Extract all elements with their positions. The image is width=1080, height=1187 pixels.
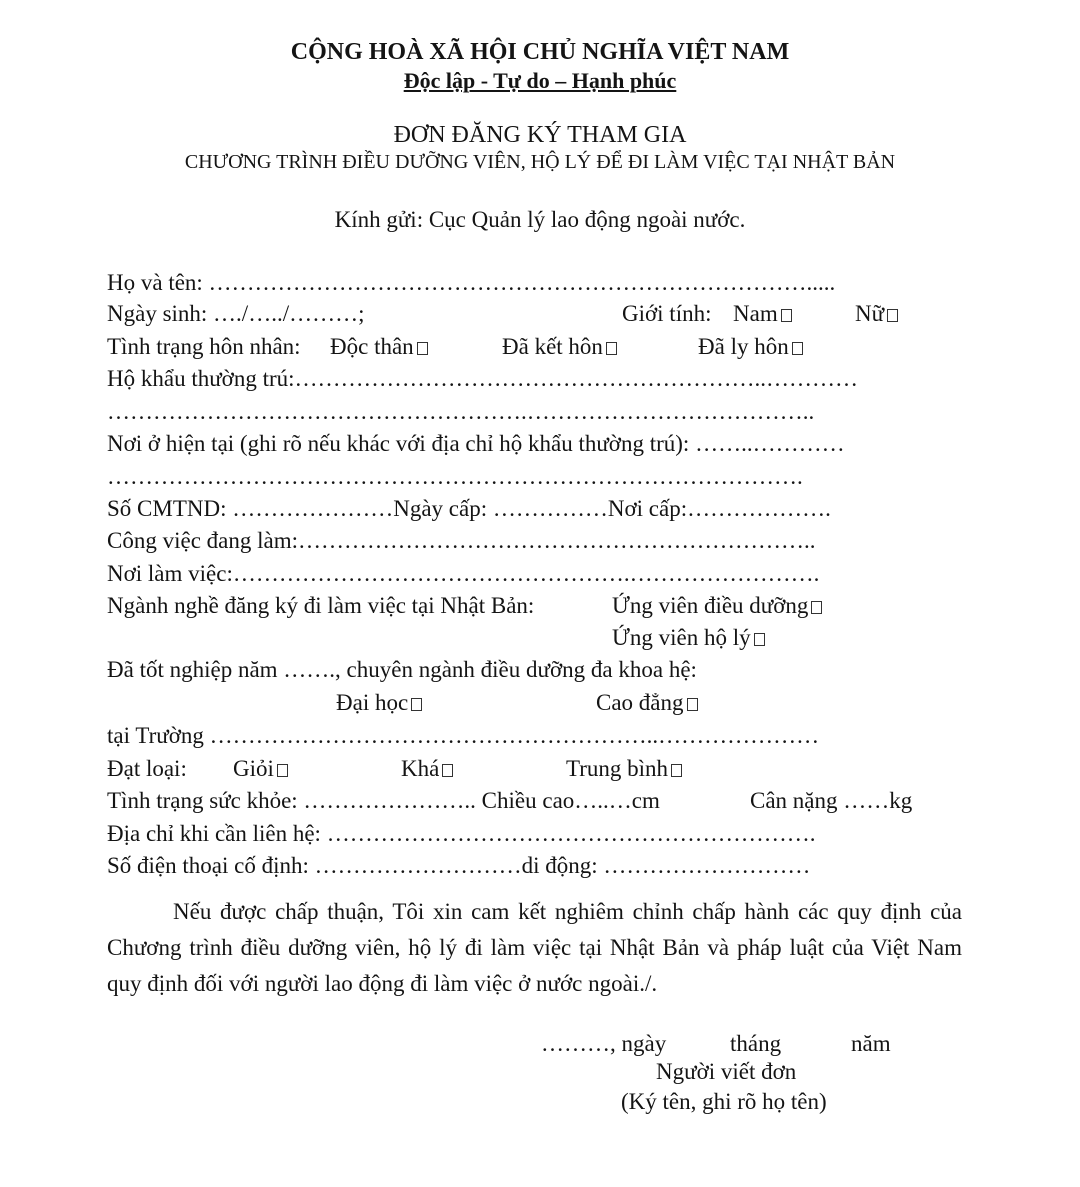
marital-divorced-option: [698, 330, 803, 363]
motto: Độc lập - Tự do – Hạnh phúc: [403, 68, 677, 93]
checkbox: [887, 309, 898, 322]
checkbox: [781, 309, 792, 322]
gender-male-option: [733, 297, 792, 330]
caregiver-candidate-option: [612, 621, 765, 654]
signature-month: tháng: [730, 1031, 782, 1056]
university-option: [336, 686, 422, 719]
caregiver-candidate-label: Ứng viên hộ lý: [612, 625, 751, 650]
marital-divorced-label: Đã ly hôn: [698, 334, 789, 359]
workplace-field: Nơi làm việc:…………………………………………….…………………….: [107, 561, 820, 586]
marital-single-label: Độc thân: [330, 334, 414, 359]
current-job-field: Công việc đang làm:…………………………………………………………..: [107, 528, 816, 553]
checkbox: [417, 342, 428, 355]
nurse-candidate-label: Ứng viên điều dưỡng: [612, 593, 809, 618]
marital-status-label: Tình trạng hôn nhân:: [107, 334, 301, 359]
current-residence-continuation: ……………………………………………………………………………….: [107, 464, 803, 489]
commitment-paragraph: Nếu được chấp thuận, Tôi xin cam kết nghiêm chỉnh chấp hành các quy định của Chương trình điều dưỡng viên, hộ lý đi làm việc tại Nhật Bản và pháp luật của Việt Nam quy định đối với người lao động đi làm việc ở nước ngoài./.: [107, 899, 962, 996]
health-height-field: Tình trạng sức khỏe: ………………….. Chiều cao…..…cm: [107, 788, 660, 813]
recipient-line: Kính gửi: Cục Quản lý lao động ngoài nước.: [334, 207, 746, 232]
grade-good-option: [401, 752, 453, 785]
grade-label: Đạt loại:: [107, 756, 187, 781]
signature-date-place: ………, ngày: [541, 1031, 667, 1056]
form-title: ĐƠN ĐĂNG KÝ THAM GIA: [393, 122, 687, 148]
contact-address-field: Địa chỉ khi cần liên hệ: ……………………………………………………….: [107, 821, 816, 846]
grade-average-option: [566, 752, 682, 785]
university-label: Đại học: [336, 690, 409, 715]
nurse-candidate-option: [612, 589, 822, 622]
grade-excellent-option: [233, 752, 288, 785]
gender-label: Giới tính:: [622, 301, 712, 326]
country-header: CỘNG HOÀ XÃ HỘI CHỦ NGHĨA VIỆT NAM: [290, 39, 790, 65]
marital-married-label: Đã kết hôn: [502, 334, 603, 359]
signature-instruction: (Ký tên, ghi rõ họ tên): [621, 1089, 827, 1114]
permanent-address-field: Hộ khẩu thường trú:……………………………………………………..…………: [107, 366, 859, 391]
registered-occupation-label: Ngành nghề đăng ký đi làm việc tại Nhật Bản:: [107, 593, 535, 618]
grade-excellent-label: Giỏi: [233, 756, 274, 781]
checkbox: [277, 764, 288, 777]
permanent-address-continuation: ……………………………………………….………………………………..: [107, 399, 815, 424]
full-name-field: Họ và tên: …………………………………………………………………….....: [107, 270, 836, 295]
applicant-label: Người viết đơn: [656, 1059, 797, 1084]
marital-married-option: [502, 330, 617, 363]
checkbox: [792, 342, 803, 355]
signature-year: năm: [851, 1031, 891, 1056]
birth-date-field: Ngày sinh: …./…../………;: [107, 301, 365, 326]
checkbox: [606, 342, 617, 355]
graduation-field: Đã tốt nghiệp năm ……., chuyên ngành điều dưỡng đa khoa hệ:: [107, 657, 697, 682]
checkbox: [754, 633, 765, 646]
phone-field: Số điện thoại cố định: ………………………di động: ………………………: [107, 853, 811, 878]
weight-field: Cân nặng ……kg: [750, 788, 913, 813]
checkbox: [671, 764, 682, 777]
id-card-field: Số CMTND: …………………Ngày cấp: ……………Nơi cấp:……………….: [107, 496, 831, 521]
marital-single-option: [330, 330, 428, 363]
gender-male-label: Nam: [733, 301, 778, 326]
form-subtitle: CHƯƠNG TRÌNH ĐIỀU DƯỠNG VIÊN, HỘ LÝ ĐỂ ĐI LÀM VIỆC TẠI NHẬT BẢN: [184, 151, 896, 173]
college-label: Cao đẳng: [596, 690, 684, 715]
school-field: tại Trường …………………………………………………..…………………: [107, 723, 820, 748]
current-residence-field: Nơi ở hiện tại (ghi rõ nếu khác với địa chỉ hộ khẩu thường trú): ……..…………: [107, 431, 845, 456]
gender-female-option: [855, 297, 898, 330]
grade-average-label: Trung bình: [566, 756, 669, 781]
checkbox: [411, 698, 422, 711]
grade-good-label: Khá: [401, 756, 440, 781]
checkbox: [811, 601, 822, 614]
checkbox: [687, 698, 698, 711]
gender-female-label: Nữ: [855, 301, 885, 326]
college-option: [596, 686, 698, 719]
checkbox: [442, 764, 453, 777]
